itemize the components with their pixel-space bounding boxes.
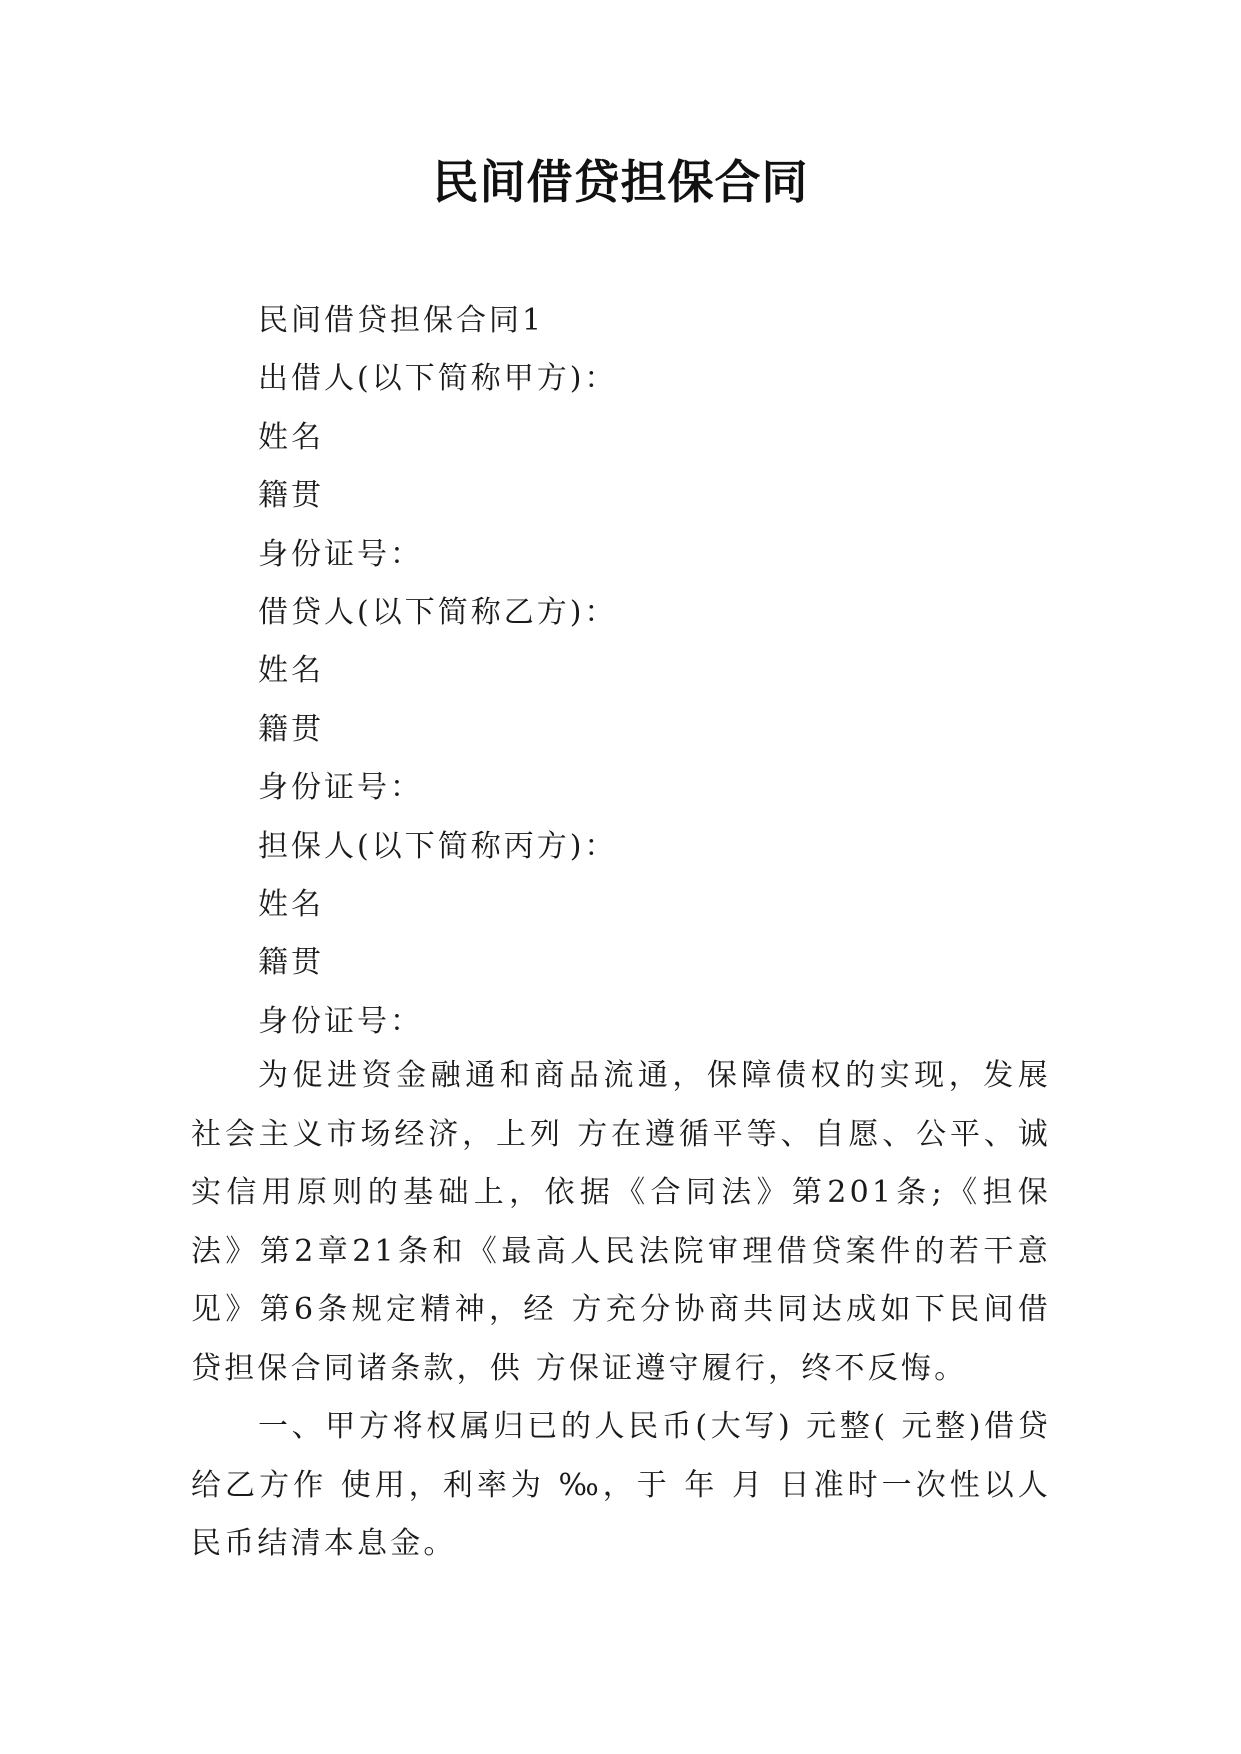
borrower-heading: 借贷人(以下简称乙方)： <box>258 594 618 630</box>
document-title: 民间借贷担保合同 <box>432 155 809 209</box>
borrower-origin-field: 籍贯 <box>258 711 324 747</box>
guarantor-heading: 担保人(以下简称丙方)： <box>258 828 618 864</box>
guarantor-name-field: 姓名 <box>258 886 324 922</box>
contract-subtitle: 民间借贷担保合同1 <box>258 303 545 338</box>
guarantor-id-field: 身份证号： <box>258 1003 423 1039</box>
borrower-id-field: 身份证号： <box>258 770 423 806</box>
lender-heading: 出借人(以下简称甲方)： <box>258 361 618 397</box>
lender-id-field: 身份证号： <box>258 536 423 572</box>
party-info-list <box>258 292 617 1051</box>
borrower-name-field: 姓名 <box>258 653 324 689</box>
lender-origin-field: 籍贯 <box>258 478 324 514</box>
preamble-paragraph: 为促进资金融通和商品流通，保障债权的实现，发展社会主义市场经济，上列 方在遵循平等、自愿、公平、诚实信用原则的基础上，依据《合同法》第201条;《担保法》第2章21条和《最高人民法院审理借贷案件的若干意见》第6条规定精神，经 方充分协商共同达成如下民间借贷担保合同诸条款，供 方保证遵守履行，终不反悔。 <box>191 1058 1051 1386</box>
clause-one-paragraph: 一、甲方将权属归已的人民币(大写) 元整( 元整)借贷给乙方作 使用，利率为 ‰，于 年 月 日准时一次性以人民币结清本息金。 <box>191 1409 1051 1561</box>
lender-name-field: 姓名 <box>258 419 324 455</box>
guarantor-origin-field: 籍贯 <box>258 945 324 981</box>
